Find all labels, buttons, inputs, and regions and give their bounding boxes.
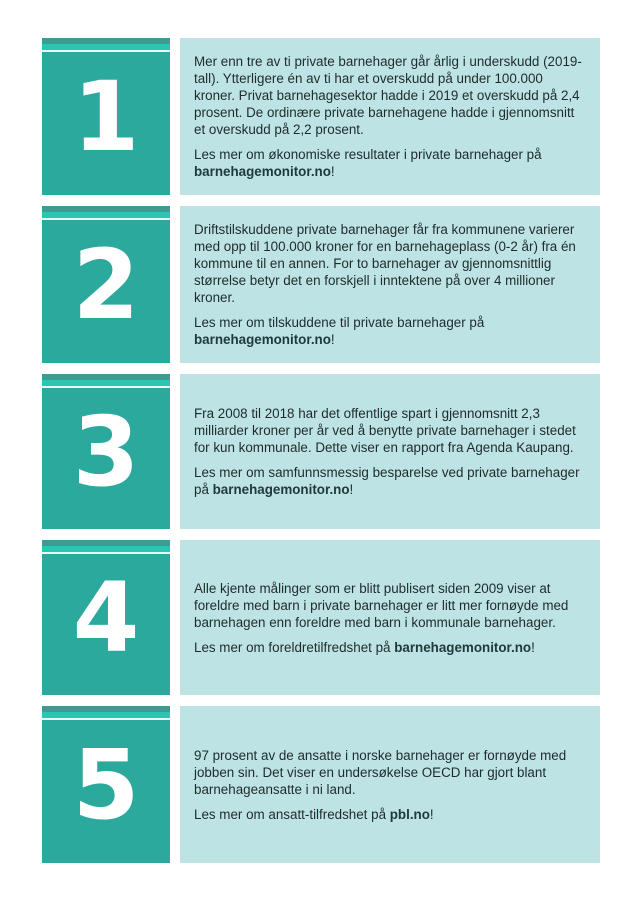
read-more-suffix: ! (429, 806, 434, 822)
fact-number: 5 (72, 728, 140, 841)
read-more-suffix: ! (531, 639, 535, 655)
fact-row-2 (42, 206, 600, 363)
read-more-line (194, 314, 584, 348)
fact-row-5 (42, 706, 600, 863)
read-more-line (194, 639, 584, 656)
fact-row-1 (42, 38, 600, 195)
read-more-link[interactable]: barnehagemonitor.no (212, 482, 350, 497)
read-more-link[interactable]: pbl.no (389, 806, 430, 822)
fact-text-panel-1 (180, 38, 600, 195)
read-more-suffix: ! (330, 164, 335, 179)
read-more-text: Les mer om foreldretilfredshet på (194, 639, 395, 655)
number-block-4 (42, 540, 170, 695)
fact-number: 2 (72, 228, 140, 341)
fact-body: 97 prosent av de ansatte i norske barnehager er fornøyde med jobben sin. Det viser en undersøkelse OECD har gjort blant barnehageansatte i ni land. (194, 747, 567, 797)
number-block-3 (42, 374, 170, 529)
number-block-2 (42, 206, 170, 363)
number-block-stripe (42, 218, 170, 220)
number-block-stripe (42, 552, 170, 554)
read-more-suffix: ! (330, 332, 335, 347)
number-block-stripe (42, 386, 170, 388)
read-more-link[interactable]: barnehagemonitor.no (394, 639, 532, 655)
number-block-1 (42, 38, 170, 195)
number-block-stripe (42, 50, 170, 52)
fact-row-4 (42, 540, 600, 695)
fact-text-panel-4 (180, 540, 600, 695)
number-block-stripe (42, 718, 170, 720)
read-more-link[interactable]: barnehagemonitor.no (194, 332, 331, 347)
fact-row-3 (42, 374, 600, 529)
fact-body: Alle kjente målinger som er blitt publisert siden 2009 viser at foreldre med barn i private barnehager er litt mer fornøyde med barnehagen enn foreldre med barn i kommunale barnehager. (194, 580, 569, 630)
fact-body: Driftstilskuddene private barnehager får fra kommunene varierer med opp til 100.000 kroner for en barnehageplass (0-2 år) fra én kommune til en annen. For to barnehager av gjennomsnittlig størrelse betyr det en forskjell i inntektene på over 4 millioner kroner. (194, 222, 576, 305)
read-more-line (194, 146, 584, 180)
number-block-5 (42, 706, 170, 863)
fact-number: 3 (72, 395, 140, 508)
read-more-text: Les mer om samfunnsmessig besparelse ved private barnehager på (194, 465, 580, 497)
fact-body: Fra 2008 til 2018 har det offentlige spart i gjennomsnitt 2,3 milliarder kroner per år ved å benytte private barnehager i stedet for kun kommunale. Dette viser en rapport fra Agenda Kaupang. (194, 406, 576, 455)
fact-text-panel-3 (180, 374, 600, 529)
read-more-line (194, 806, 584, 823)
read-more-text: Les mer om ansatt-tilfredshet på (194, 806, 390, 822)
fact-text-panel-2 (180, 206, 600, 363)
fact-body: Mer enn tre av ti private barnehager går årlig i underskudd (2019-tall). Ytterligere én av ti har et overskudd på under 100.000 kroner. Privat barnehagesektor hadde i 2019 et overskudd på 2,4 prosent. De ordinære private barnehagene hadde i gjennomsnitt et overskudd på 2,2 prosent. (194, 54, 582, 137)
fact-number: 1 (72, 60, 140, 173)
read-more-link[interactable]: barnehagemonitor.no (194, 164, 331, 179)
read-more-text: Les mer om tilskuddene til private barnehager på (194, 315, 485, 330)
fact-text-panel-5 (180, 706, 600, 863)
read-more-suffix: ! (349, 482, 354, 497)
read-more-text: Les mer om økonomiske resultater i private barnehager på (194, 147, 542, 162)
fact-number: 4 (72, 561, 140, 674)
read-more-line (194, 464, 584, 498)
